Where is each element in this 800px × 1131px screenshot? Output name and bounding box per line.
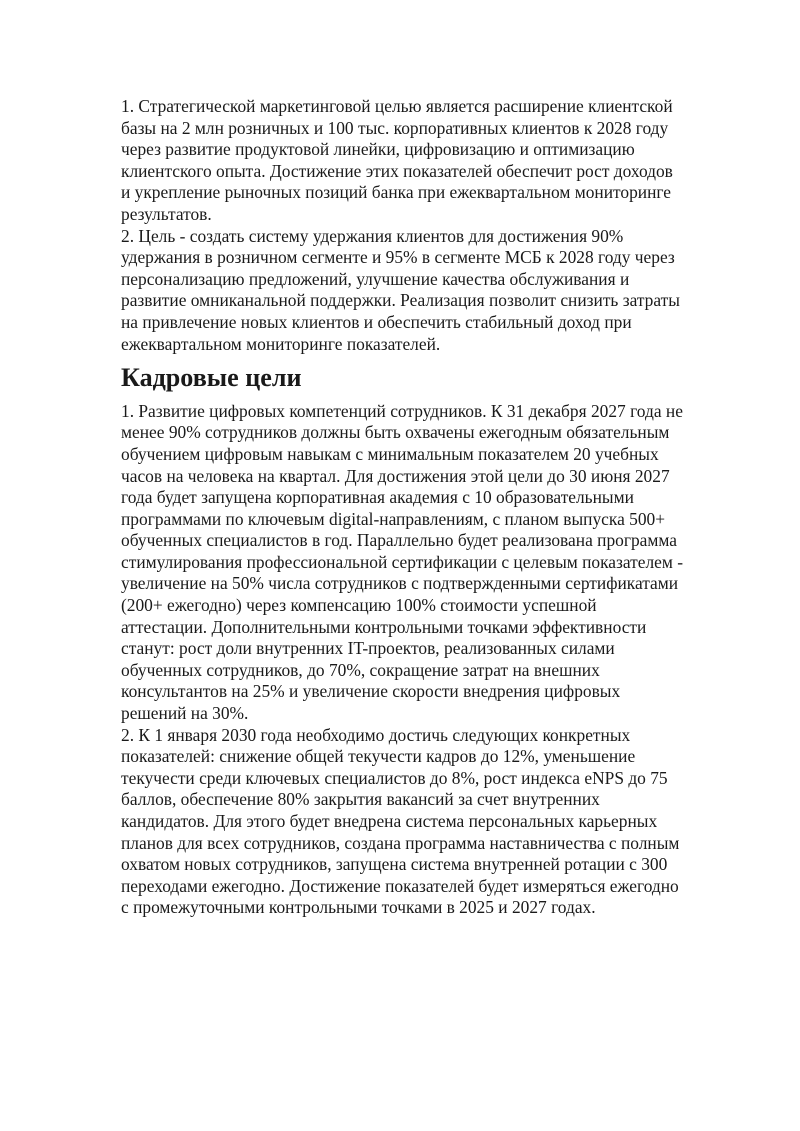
hr-goal-1: 1. Развитие цифровых компетенций сотрудников. К 31 декабря 2027 года не менее 90% сотрудников должны быть охвачены ежегодным обязательным обучением цифровым навыкам с минимальным показателем 20 учебных часов на человека на квартал. Для достижения этой цели до 30 июня 2027 года будет запущена корпоративная академия с 10 образовательными программами по ключевым digital-направлениям, с планом выпуска 500+ обученных специалистов в год. Параллельно будет реализована программа стимулирования профессиональной сертификации с целевым показателем - увеличение на 50% числа сотрудников с подтвержденными сертификатами (200+ ежегодно) через компенсацию 100% стоимости успешной аттестации. Дополнительными контрольными точками эффективности станут: рост доли внутренних IT-проектов, реализованных силами обученных сотрудников, до 70%, сокращение затрат на внешних консультантов на 25% и увеличение скорости внедрения цифровых решений на 30%. <box>121 400 684 724</box>
document-page <box>121 96 683 919</box>
section-heading-hr-goals: Кадровые цели <box>121 363 302 393</box>
marketing-goal-1: 1. Стратегической маркетинговой целью является расширение клиентской базы на 2 млн розничных и 100 тыс. корпоративных клиентов к 2028 году через развитие продуктовой линейки, цифровизацию и оптимизацию клиентского опыта. Достижение этих показателей обеспечит рост доходов и укрепление рыночных позиций банка при ежеквартальном мониторинге результатов. <box>121 96 673 224</box>
marketing-goal-2: 2. Цель - создать систему удержания клиентов для достижения 90% удержания в розничном сегменте и 95% в сегменте МСБ к 2028 году через персонализацию предложений, улучшение качества обслуживания и развитие омниканальной поддержки. Реализация позволит снизить затраты на привлечение новых клиентов и обеспечить стабильный доход при ежеквартальном мониторинге показателей. <box>121 225 680 354</box>
hr-goal-2: 2. К 1 января 2030 года необходимо достичь следующих конкретных показателей: снижение общей текучести кадров до 12%, уменьшение текучести среди ключевых специалистов до 8%, рост индекса eNPS до 75 баллов, обеспечение 80% закрытия вакансий за счет внутренних кандидатов. Для этого будет внедрена система персональных карьерных планов для всех сотрудников, создана программа наставничества с полным охватом новых сотрудников, запущена система внутренней ротации с 300 переходами ежегодно. Достижение показателей будет измеряться ежегодно с промежуточными контрольными точками в 2025 и 2027 годах. <box>121 724 680 918</box>
